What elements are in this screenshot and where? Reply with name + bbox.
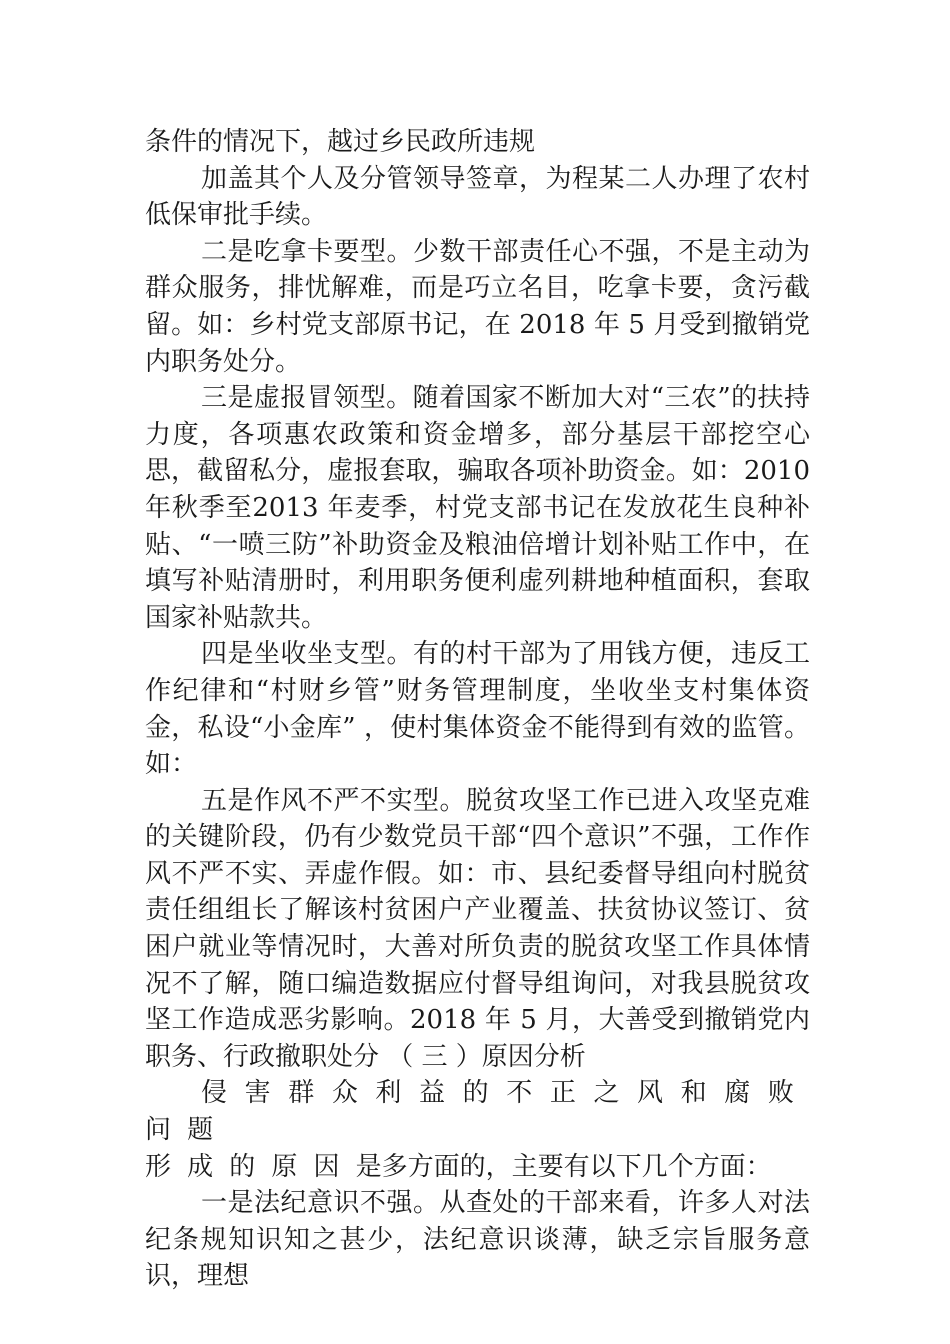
paragraph — [145, 1075, 810, 1185]
spaced-text: 侵害群众利益的不正之风和腐败问题 — [145, 1078, 810, 1146]
spaced-text: 形成的原因 — [145, 1151, 356, 1182]
paragraph-text: 是多方面的，主要有以下几个方面： — [355, 1151, 772, 1182]
paragraph: 条件的情况下，越过乡民政所违规 — [145, 127, 536, 157]
paragraph: 加盖其个人及分管领导签章，为程某二人办理了农村低保审批手续。 — [145, 163, 810, 231]
document-body — [145, 124, 810, 1295]
paragraph: 一是法纪意识不强。从查处的干部来看，许多人对法纪条规知识知之甚少，法纪意识谈薄，缺乏宗旨服务意识，理想 — [145, 1188, 810, 1292]
paragraph: 二是吃拿卡要型。少数干部责任心不强，不是主动为群众服务，排忧解难，而是巧立名目，吃拿卡要，贪污截留。如：乡村党支部原书记，在 2018 年 5 月受到撤销党内职务处分。 — [145, 236, 810, 377]
paragraph: 五是作风不严不实型。脱贫攻坚工作已进入攻坚克难的关键阶段，仍有少数党员干部“四个意识”不强，工作作风不严不实、弄虚作假。如：市、县纪委督导组向村脱贫责任组组长了解该村贫困户产业覆盖、扶贫协议签订、贫困户就业等情况时，大善对所负责的脱贫攻坚工作具体情况不了解，随口编造数据应付督导组询问，对我县脱贫攻坚工作造成恶劣影响。2018 年 5 月，大善受到撤销党内职务、行政撤职处分 （ 三 ）原因分析 — [145, 785, 810, 1072]
paragraph: 三是虚报冒领型。随着国家不断加大对“三农”的扶持力度，各项惠农政策和资金增多，部分基层干部挖空心思，截留私分，虚报套取，骗取各项补助资金。如：2010 年秋季至2013 年麦季，村党支部书记在发放花生良种补贴、“一喷三防”补助资金及粮油倍增计划补贴工作中，在填写补贴清册时，利用职务便利虚列耕地种植面积，套取国家补贴款共。 — [145, 383, 810, 633]
paragraph: 四是坐收坐支型。有的村干部为了用钱方便，违反工作纪律和“村财乡管”财务管理制度，坐收坐支村集体资金，私设“小金库” ，使村集体资金不能得到有效的监管。如： — [145, 639, 810, 780]
